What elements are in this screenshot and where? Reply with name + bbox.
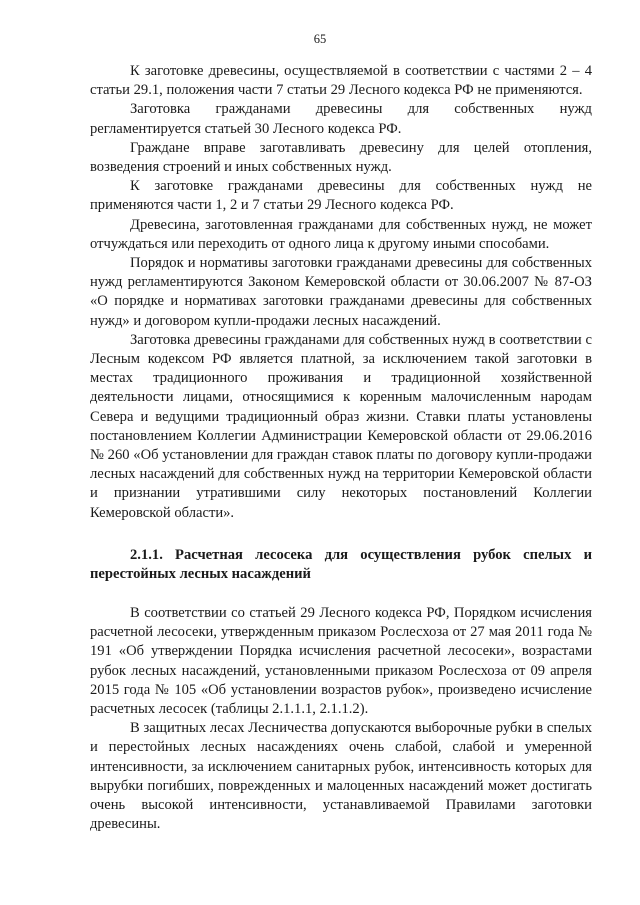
- paragraph: Древесина, заготовленная гражданами для собственных нужд, не может отчуждаться или переходить от одного лица к другому иными способами.: [90, 216, 592, 252]
- paragraph: Заготовка древесины гражданами для собственных нужд в соответствии с Лесным кодексом РФ является платной, за исключением такой заготовки в местах традиционного проживания и традиционной хозяйственной деятельности лицами, относящимися к коренным малочисленным народам Севера и ведущими традиционный образ жизни. Ставки платы установлены постановлением Коллегии Администрации Кемеровской области от 29.06.2016 № 260 «Об установлении для граждан ставок платы по договору купли-продажи лесных насаждений для собственных нужд на территории Кемеровской области и признании утратившими силу некоторых постановлений Коллегии Кемеровской области».: [90, 331, 592, 521]
- paragraph: К заготовке древесины, осуществляемой в соответствии с частями 2 – 4 статьи 29.1, положения части 7 статьи 29 Лесного кодекса РФ не применяются.: [90, 63, 592, 99]
- section-heading: 2.1.1. Расчетная лесосека для осуществления рубок спелых и перестойных лесных насаждений: [90, 547, 592, 583]
- paragraph: В соответствии со статьей 29 Лесного кодекса РФ, Порядком исчисления расчетной лесосеки, утвержденным приказом Рослесхоза от 27 мая 2011 года № 191 «Об утверждении Порядка исчисления расчетной лесосеки», возрастами рубок лесных насаждений, установленными приказом Рослесхоза от 09 апреля 2015 года № 105 «Об установлении возрастов рубок», произведено исчисление расчетных лесосек (таблицы 2.1.1.1, 2.1.1.2).: [90, 605, 592, 718]
- paragraph: Граждане вправе заготавливать древесину для целей отопления, возведения строений и иных собственных нужд.: [90, 139, 592, 176]
- paragraph: Заготовка гражданами древесины для собственных нужд регламентируется статьей 30 Лесного кодекса РФ.: [90, 101, 592, 137]
- text-block-bottom: [90, 604, 592, 834]
- text-block-top: [90, 62, 592, 523]
- paragraph: Порядок и нормативы заготовки гражданами древесины для собственных нужд регламентируются Законом Кемеровской области от 30.06.2007 № 87-ОЗ «О порядке и нормативах заготовки гражданами древесины для собственных нужд» и договором купли-продажи лесных насаждений.: [90, 255, 592, 329]
- page-number: 65: [313, 32, 327, 46]
- section-heading-block: [90, 546, 592, 584]
- paragraph: В защитных лесах Лесничества допускаются выборочные рубки в спелых и перестойных лесных насаждениях очень слабой, слабой и умеренной интенсивности, за исключением санитарных рубок, интенсивность которых для вырубки погибших, поврежденных и малоценных насаждений может достигать очень высокой интенсивности, устанавливаемой Правилами заготовки древесины.: [90, 720, 592, 833]
- paragraph: К заготовке гражданами древесины для собственных нужд не применяются части 1, 2 и 7 статьи 29 Лесного кодекса РФ.: [90, 178, 592, 214]
